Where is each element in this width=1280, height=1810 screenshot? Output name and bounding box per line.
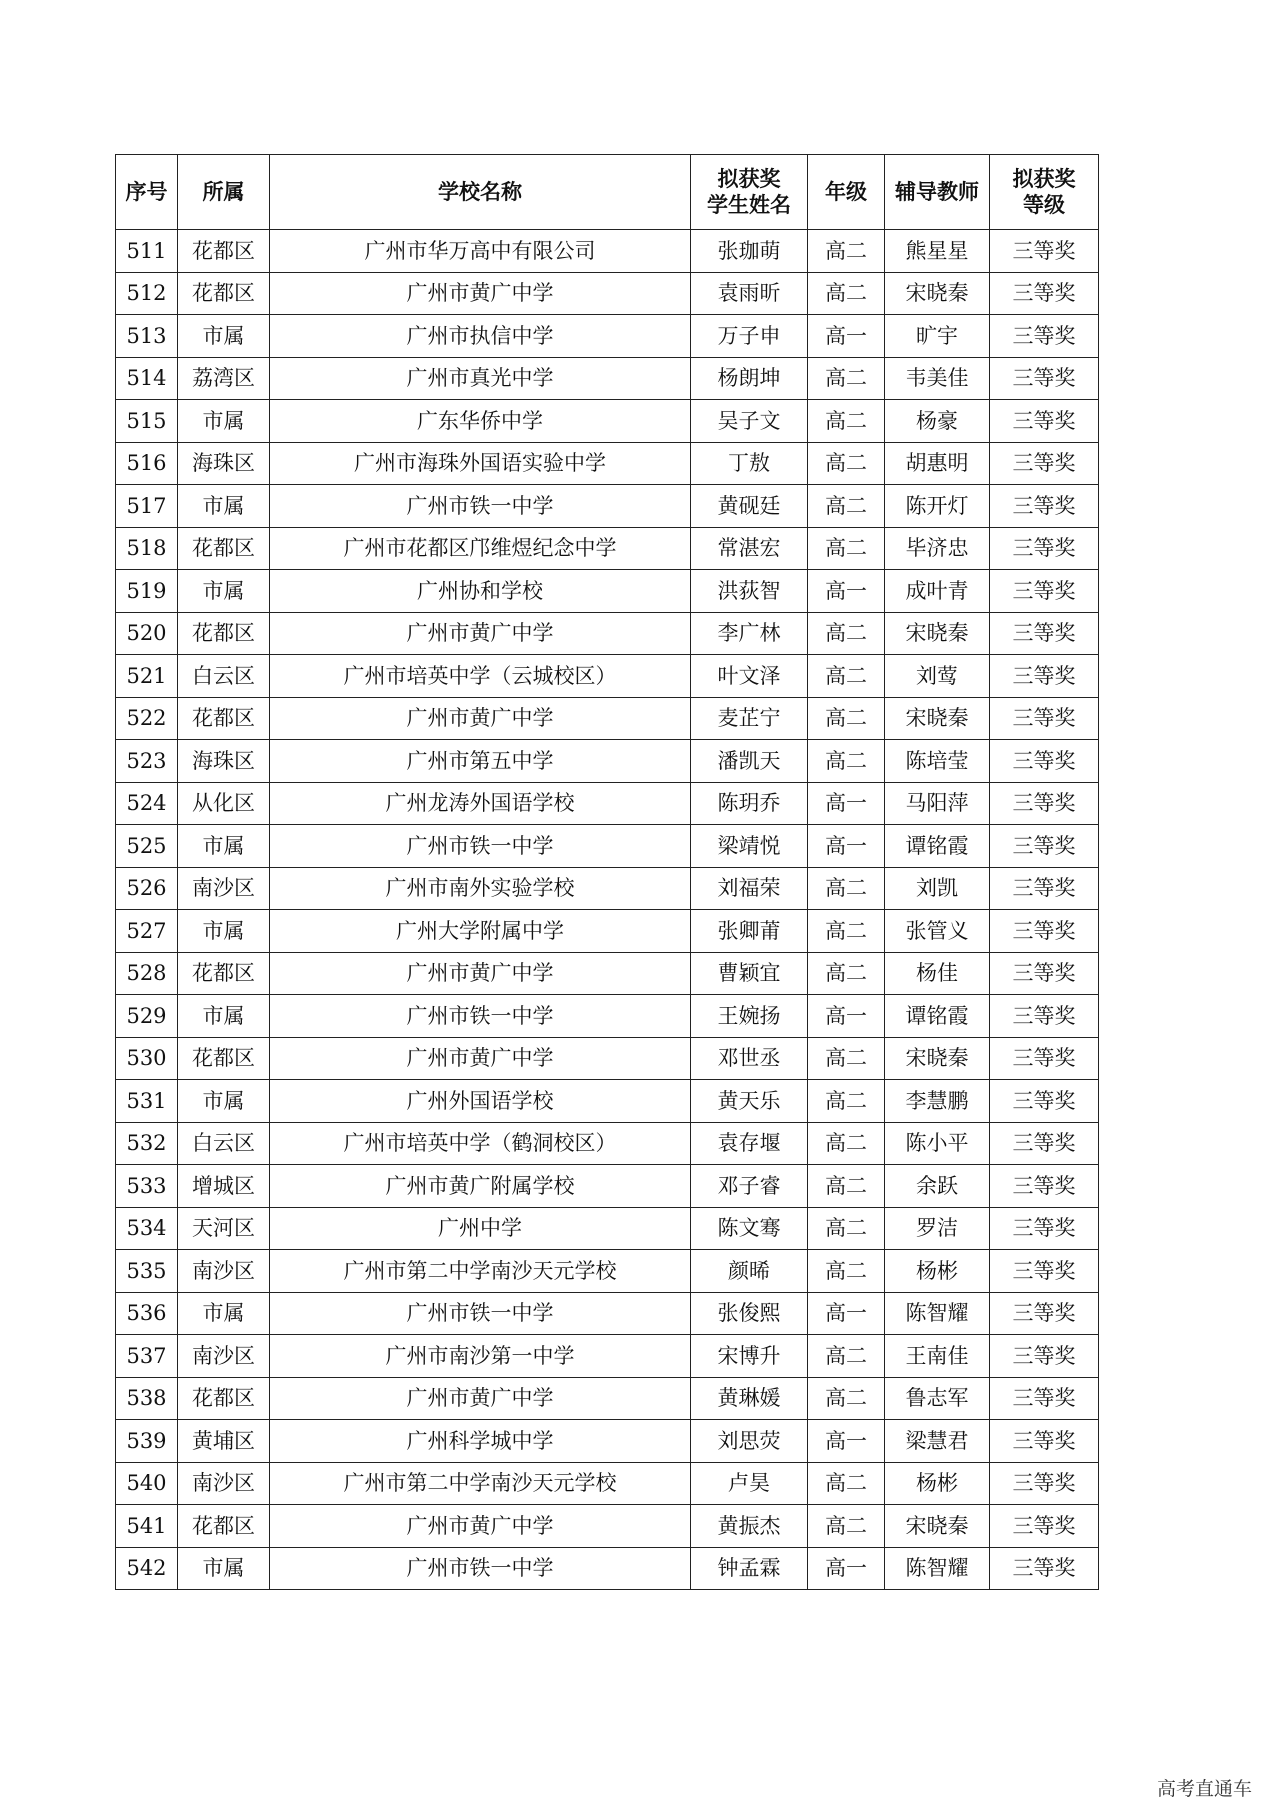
- table-row: [116, 910, 1099, 953]
- cell-level: 三等奖: [990, 1080, 1099, 1123]
- cell-grade: 高二: [808, 867, 885, 910]
- cell-teacher: 宋晓秦: [885, 697, 990, 740]
- cell-student: 张珈萌: [691, 230, 808, 273]
- cell-district: 南沙区: [178, 1250, 270, 1293]
- cell-teacher: 杨彬: [885, 1250, 990, 1293]
- cell-level: 三等奖: [990, 612, 1099, 655]
- cell-school: 广州市黄广中学: [270, 697, 691, 740]
- cell-district: 市属: [178, 825, 270, 868]
- cell-teacher: 罗洁: [885, 1207, 990, 1250]
- cell-grade: 高二: [808, 1207, 885, 1250]
- cell-student: 杨朗坤: [691, 357, 808, 400]
- table-row: [116, 527, 1099, 570]
- cell-teacher: 陈智耀: [885, 1292, 990, 1335]
- cell-no: 524: [116, 782, 178, 825]
- table-row: [116, 782, 1099, 825]
- cell-student: 吴子文: [691, 400, 808, 443]
- cell-teacher: 毕济忠: [885, 527, 990, 570]
- cell-district: 市属: [178, 1292, 270, 1335]
- cell-no: 516: [116, 442, 178, 485]
- cell-school: 广州市南外实验学校: [270, 867, 691, 910]
- cell-level: 三等奖: [990, 1165, 1099, 1208]
- cell-no: 531: [116, 1080, 178, 1123]
- cell-grade: 高二: [808, 1505, 885, 1548]
- cell-school: 广州市铁一中学: [270, 485, 691, 528]
- header-no: 序号: [116, 155, 178, 230]
- cell-no: 525: [116, 825, 178, 868]
- cell-student: 陈文骞: [691, 1207, 808, 1250]
- table-row: [116, 1165, 1099, 1208]
- cell-level: 三等奖: [990, 570, 1099, 613]
- cell-level: 三等奖: [990, 1505, 1099, 1548]
- cell-grade: 高二: [808, 1122, 885, 1165]
- cell-grade: 高二: [808, 740, 885, 783]
- cell-student: 常湛宏: [691, 527, 808, 570]
- table-row: [116, 1547, 1099, 1590]
- cell-grade: 高一: [808, 995, 885, 1038]
- header-level-line1: 拟获奖: [1012, 167, 1076, 191]
- cell-teacher: 杨豪: [885, 400, 990, 443]
- cell-district: 白云区: [178, 1122, 270, 1165]
- cell-grade: 高二: [808, 527, 885, 570]
- cell-no: 534: [116, 1207, 178, 1250]
- cell-grade: 高一: [808, 570, 885, 613]
- cell-student: 刘福荣: [691, 867, 808, 910]
- cell-level: 三等奖: [990, 995, 1099, 1038]
- table-row: [116, 697, 1099, 740]
- cell-school: 广州市黄广中学: [270, 612, 691, 655]
- cell-no: 515: [116, 400, 178, 443]
- table-body: [116, 230, 1099, 1590]
- cell-grade: 高二: [808, 910, 885, 953]
- header-grade: 年级: [808, 155, 885, 230]
- cell-teacher: 王南佳: [885, 1335, 990, 1378]
- cell-level: 三等奖: [990, 1547, 1099, 1590]
- header-student-line1: 拟获奖: [717, 167, 781, 191]
- cell-school: 广州市黄广中学: [270, 272, 691, 315]
- cell-grade: 高一: [808, 1292, 885, 1335]
- cell-level: 三等奖: [990, 655, 1099, 698]
- cell-district: 花都区: [178, 272, 270, 315]
- cell-student: 黄天乐: [691, 1080, 808, 1123]
- cell-district: 市属: [178, 910, 270, 953]
- cell-no: 526: [116, 867, 178, 910]
- cell-district: 市属: [178, 1547, 270, 1590]
- cell-no: 529: [116, 995, 178, 1038]
- cell-level: 三等奖: [990, 1122, 1099, 1165]
- cell-district: 黄埔区: [178, 1420, 270, 1463]
- cell-school: 广州市铁一中学: [270, 995, 691, 1038]
- cell-no: 532: [116, 1122, 178, 1165]
- cell-student: 洪荻智: [691, 570, 808, 613]
- cell-level: 三等奖: [990, 1420, 1099, 1463]
- cell-level: 三等奖: [990, 1377, 1099, 1420]
- cell-teacher: 陈小平: [885, 1122, 990, 1165]
- table-row: [116, 315, 1099, 358]
- cell-district: 南沙区: [178, 1335, 270, 1378]
- cell-grade: 高二: [808, 1377, 885, 1420]
- table-row: [116, 570, 1099, 613]
- cell-no: 512: [116, 272, 178, 315]
- cell-grade: 高二: [808, 485, 885, 528]
- cell-level: 三等奖: [990, 357, 1099, 400]
- table-row: [116, 867, 1099, 910]
- cell-grade: 高二: [808, 1165, 885, 1208]
- cell-district: 花都区: [178, 1377, 270, 1420]
- cell-district: 花都区: [178, 527, 270, 570]
- cell-school: 广州市海珠外国语实验中学: [270, 442, 691, 485]
- cell-teacher: 宋晓秦: [885, 1505, 990, 1548]
- cell-school: 广州市南沙第一中学: [270, 1335, 691, 1378]
- cell-level: 三等奖: [990, 952, 1099, 995]
- cell-no: 517: [116, 485, 178, 528]
- cell-grade: 高二: [808, 400, 885, 443]
- cell-school: 广州市黄广中学: [270, 1377, 691, 1420]
- table-row: [116, 400, 1099, 443]
- header-level: [990, 155, 1099, 230]
- cell-teacher: 刘莺: [885, 655, 990, 698]
- cell-no: 527: [116, 910, 178, 953]
- cell-district: 花都区: [178, 1037, 270, 1080]
- cell-no: 519: [116, 570, 178, 613]
- cell-no: 533: [116, 1165, 178, 1208]
- cell-school: 广州市第二中学南沙天元学校: [270, 1250, 691, 1293]
- cell-level: 三等奖: [990, 1207, 1099, 1250]
- cell-level: 三等奖: [990, 230, 1099, 273]
- cell-district: 荔湾区: [178, 357, 270, 400]
- cell-teacher: 李慧鹏: [885, 1080, 990, 1123]
- cell-district: 花都区: [178, 230, 270, 273]
- cell-grade: 高一: [808, 315, 885, 358]
- table-row: [116, 1122, 1099, 1165]
- cell-district: 海珠区: [178, 442, 270, 485]
- cell-student: 袁存堰: [691, 1122, 808, 1165]
- cell-teacher: 陈智耀: [885, 1547, 990, 1590]
- cell-level: 三等奖: [990, 272, 1099, 315]
- cell-teacher: 刘凯: [885, 867, 990, 910]
- cell-no: 528: [116, 952, 178, 995]
- table-row: [116, 357, 1099, 400]
- cell-student: 叶文泽: [691, 655, 808, 698]
- cell-grade: 高二: [808, 1462, 885, 1505]
- cell-district: 南沙区: [178, 867, 270, 910]
- header-row: [116, 155, 1099, 230]
- table-row: [116, 1420, 1099, 1463]
- cell-no: 530: [116, 1037, 178, 1080]
- cell-no: 523: [116, 740, 178, 783]
- cell-level: 三等奖: [990, 1335, 1099, 1378]
- table-row: [116, 1250, 1099, 1293]
- cell-level: 三等奖: [990, 1037, 1099, 1080]
- cell-grade: 高二: [808, 952, 885, 995]
- cell-level: 三等奖: [990, 1462, 1099, 1505]
- cell-student: 钟孟霖: [691, 1547, 808, 1590]
- cell-level: 三等奖: [990, 527, 1099, 570]
- cell-student: 梁靖悦: [691, 825, 808, 868]
- table-row: [116, 442, 1099, 485]
- cell-student: 陈玥乔: [691, 782, 808, 825]
- header-district: 所属: [178, 155, 270, 230]
- header-student-line2: 学生姓名: [707, 193, 791, 217]
- cell-grade: 高二: [808, 272, 885, 315]
- table-row: [116, 272, 1099, 315]
- cell-district: 南沙区: [178, 1462, 270, 1505]
- cell-school: 广州市华万高中有限公司: [270, 230, 691, 273]
- cell-school: 广州市执信中学: [270, 315, 691, 358]
- cell-teacher: 张管义: [885, 910, 990, 953]
- table-row: [116, 230, 1099, 273]
- table-row: [116, 612, 1099, 655]
- cell-school: 广州市黄广中学: [270, 1505, 691, 1548]
- cell-grade: 高二: [808, 655, 885, 698]
- cell-teacher: 杨佳: [885, 952, 990, 995]
- cell-level: 三等奖: [990, 485, 1099, 528]
- cell-no: 513: [116, 315, 178, 358]
- cell-student: 颜晞: [691, 1250, 808, 1293]
- cell-teacher: 马阳萍: [885, 782, 990, 825]
- cell-grade: 高二: [808, 357, 885, 400]
- cell-student: 张卿莆: [691, 910, 808, 953]
- cell-student: 卢昊: [691, 1462, 808, 1505]
- table-row: [116, 825, 1099, 868]
- cell-student: 王婉扬: [691, 995, 808, 1038]
- cell-teacher: 宋晓秦: [885, 1037, 990, 1080]
- cell-school: 广州市第二中学南沙天元学校: [270, 1462, 691, 1505]
- cell-no: 514: [116, 357, 178, 400]
- cell-no: 539: [116, 1420, 178, 1463]
- cell-grade: 高二: [808, 1080, 885, 1123]
- header-school: 学校名称: [270, 155, 691, 230]
- cell-school: 广州协和学校: [270, 570, 691, 613]
- cell-school: 广州市真光中学: [270, 357, 691, 400]
- cell-student: 邓子睿: [691, 1165, 808, 1208]
- cell-teacher: 宋晓秦: [885, 272, 990, 315]
- cell-no: 521: [116, 655, 178, 698]
- cell-no: 535: [116, 1250, 178, 1293]
- cell-district: 白云区: [178, 655, 270, 698]
- cell-district: 市属: [178, 315, 270, 358]
- cell-no: 511: [116, 230, 178, 273]
- table-row: [116, 1505, 1099, 1548]
- cell-no: 538: [116, 1377, 178, 1420]
- cell-no: 537: [116, 1335, 178, 1378]
- table-row: [116, 1292, 1099, 1335]
- cell-teacher: 宋晓秦: [885, 612, 990, 655]
- cell-district: 从化区: [178, 782, 270, 825]
- cell-school: 广东华侨中学: [270, 400, 691, 443]
- cell-school: 广州市铁一中学: [270, 1547, 691, 1590]
- cell-student: 黄琳媛: [691, 1377, 808, 1420]
- award-list-table: [115, 154, 1099, 1590]
- cell-district: 增城区: [178, 1165, 270, 1208]
- cell-district: 花都区: [178, 612, 270, 655]
- cell-student: 黄振杰: [691, 1505, 808, 1548]
- cell-student: 张俊熙: [691, 1292, 808, 1335]
- table-row: [116, 1377, 1099, 1420]
- cell-teacher: 杨彬: [885, 1462, 990, 1505]
- cell-student: 麦芷宁: [691, 697, 808, 740]
- cell-grade: 高一: [808, 1420, 885, 1463]
- cell-grade: 高一: [808, 825, 885, 868]
- cell-district: 市属: [178, 485, 270, 528]
- cell-no: 522: [116, 697, 178, 740]
- cell-student: 万子申: [691, 315, 808, 358]
- cell-teacher: 旷宇: [885, 315, 990, 358]
- cell-school: 广州外国语学校: [270, 1080, 691, 1123]
- cell-school: 广州龙涛外国语学校: [270, 782, 691, 825]
- watermark-text: 高考直通车: [1156, 1778, 1252, 1800]
- cell-level: 三等奖: [990, 825, 1099, 868]
- cell-level: 三等奖: [990, 697, 1099, 740]
- cell-teacher: 梁慧君: [885, 1420, 990, 1463]
- cell-student: 宋博升: [691, 1335, 808, 1378]
- cell-level: 三等奖: [990, 1292, 1099, 1335]
- cell-school: 广州市培英中学（云城校区）: [270, 655, 691, 698]
- cell-level: 三等奖: [990, 867, 1099, 910]
- cell-school: 广州市培英中学（鹤洞校区）: [270, 1122, 691, 1165]
- table-row: [116, 1462, 1099, 1505]
- cell-no: 542: [116, 1547, 178, 1590]
- cell-district: 市属: [178, 570, 270, 613]
- cell-school: 广州市黄广附属学校: [270, 1165, 691, 1208]
- cell-school: 广州市花都区邝维煜纪念中学: [270, 527, 691, 570]
- cell-level: 三等奖: [990, 400, 1099, 443]
- cell-student: 丁敖: [691, 442, 808, 485]
- cell-student: 黄砚廷: [691, 485, 808, 528]
- table-row: [116, 952, 1099, 995]
- cell-grade: 高一: [808, 782, 885, 825]
- cell-district: 花都区: [178, 1505, 270, 1548]
- cell-school: 广州科学城中学: [270, 1420, 691, 1463]
- cell-teacher: 谭铭霞: [885, 995, 990, 1038]
- cell-district: 花都区: [178, 952, 270, 995]
- cell-teacher: 谭铭霞: [885, 825, 990, 868]
- cell-student: 李广林: [691, 612, 808, 655]
- cell-teacher: 成叶青: [885, 570, 990, 613]
- cell-district: 花都区: [178, 697, 270, 740]
- header-level-line2: 等级: [1023, 193, 1065, 217]
- cell-district: 天河区: [178, 1207, 270, 1250]
- cell-school: 广州市第五中学: [270, 740, 691, 783]
- cell-level: 三等奖: [990, 740, 1099, 783]
- cell-student: 刘思荧: [691, 1420, 808, 1463]
- cell-student: 邓世丞: [691, 1037, 808, 1080]
- table-row: [116, 485, 1099, 528]
- table-row: [116, 995, 1099, 1038]
- cell-grade: 高二: [808, 442, 885, 485]
- cell-district: 海珠区: [178, 740, 270, 783]
- cell-no: 518: [116, 527, 178, 570]
- cell-grade: 高二: [808, 1037, 885, 1080]
- table-row: [116, 655, 1099, 698]
- cell-student: 潘凯天: [691, 740, 808, 783]
- cell-grade: 高二: [808, 1250, 885, 1293]
- cell-grade: 高二: [808, 230, 885, 273]
- cell-district: 市属: [178, 995, 270, 1038]
- cell-school: 广州市黄广中学: [270, 952, 691, 995]
- cell-level: 三等奖: [990, 315, 1099, 358]
- cell-school: 广州大学附属中学: [270, 910, 691, 953]
- cell-grade: 高二: [808, 612, 885, 655]
- cell-level: 三等奖: [990, 782, 1099, 825]
- cell-student: 袁雨昕: [691, 272, 808, 315]
- table-row: [116, 1037, 1099, 1080]
- table-row: [116, 1080, 1099, 1123]
- cell-teacher: 鲁志军: [885, 1377, 990, 1420]
- cell-level: 三等奖: [990, 1250, 1099, 1293]
- header-student: [691, 155, 808, 230]
- cell-teacher: 陈开灯: [885, 485, 990, 528]
- cell-teacher: 余跃: [885, 1165, 990, 1208]
- cell-school: 广州中学: [270, 1207, 691, 1250]
- cell-grade: 高二: [808, 697, 885, 740]
- cell-student: 曹颖宜: [691, 952, 808, 995]
- cell-school: 广州市铁一中学: [270, 1292, 691, 1335]
- cell-level: 三等奖: [990, 442, 1099, 485]
- cell-no: 520: [116, 612, 178, 655]
- cell-school: 广州市黄广中学: [270, 1037, 691, 1080]
- cell-teacher: 陈培莹: [885, 740, 990, 783]
- cell-grade: 高二: [808, 1335, 885, 1378]
- table-header: [116, 155, 1099, 230]
- cell-district: 市属: [178, 400, 270, 443]
- cell-grade: 高一: [808, 1547, 885, 1590]
- header-teacher: 辅导教师: [885, 155, 990, 230]
- cell-district: 市属: [178, 1080, 270, 1123]
- cell-no: 536: [116, 1292, 178, 1335]
- cell-teacher: 胡惠明: [885, 442, 990, 485]
- cell-level: 三等奖: [990, 910, 1099, 953]
- table-row: [116, 1335, 1099, 1378]
- table-row: [116, 1207, 1099, 1250]
- cell-no: 540: [116, 1462, 178, 1505]
- table-row: [116, 740, 1099, 783]
- cell-no: 541: [116, 1505, 178, 1548]
- cell-teacher: 韦美佳: [885, 357, 990, 400]
- cell-school: 广州市铁一中学: [270, 825, 691, 868]
- cell-teacher: 熊星星: [885, 230, 990, 273]
